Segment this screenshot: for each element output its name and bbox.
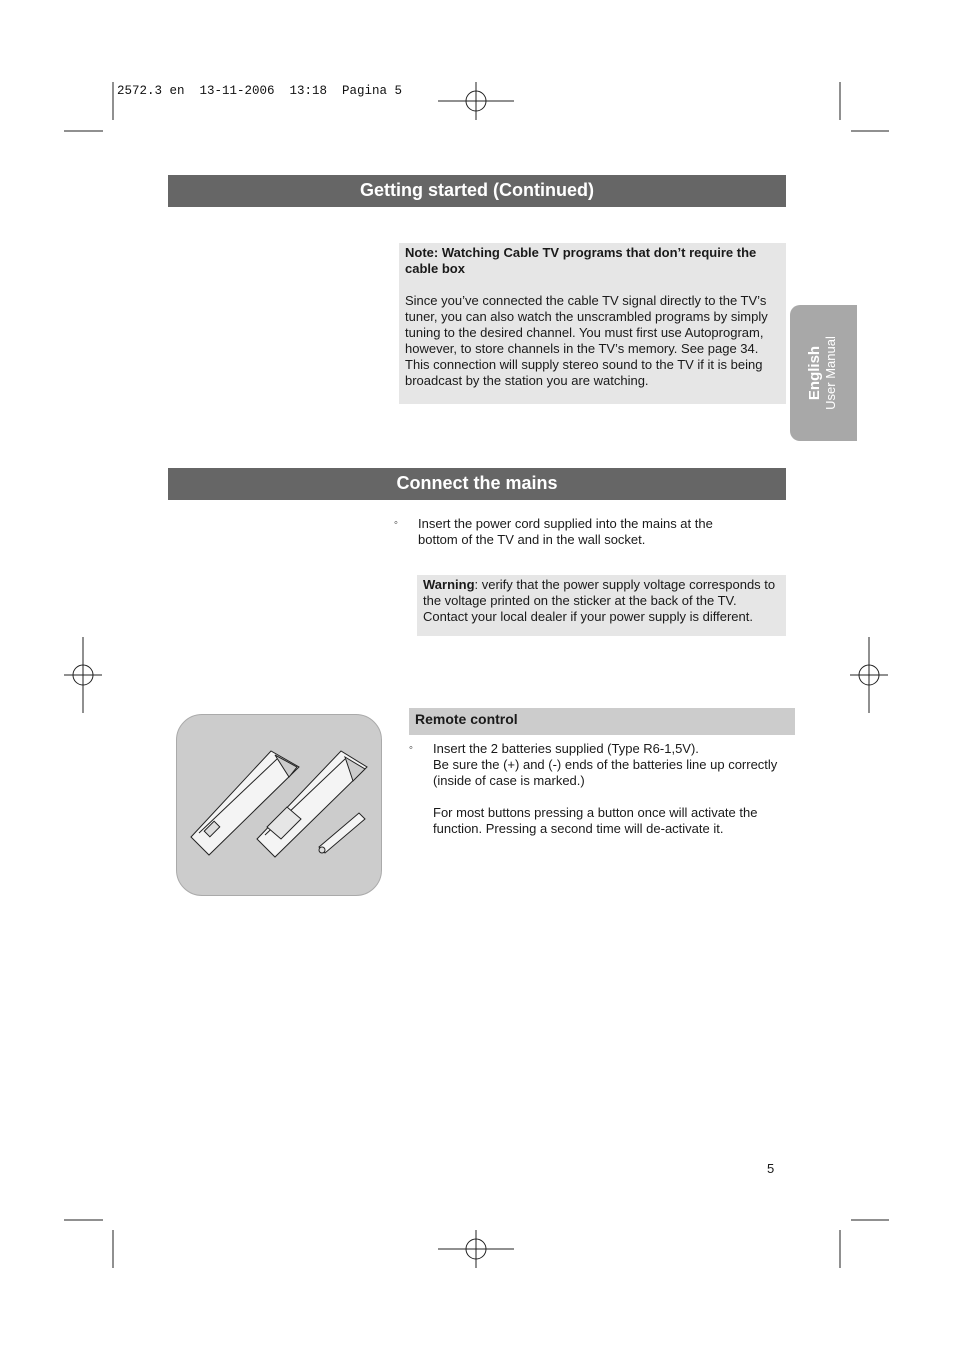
bullet-icon: ◦ — [394, 517, 398, 529]
mains-instruction: Insert the power cord supplied into the mains at the bottom of the TV and in the wall socket. — [418, 516, 713, 547]
warning-box — [417, 575, 786, 636]
page-number: 5 — [767, 1161, 775, 1176]
language-tab — [790, 305, 857, 441]
print-slug: 2572.3 en 13-11-2006 13:18 Pagina 5 — [117, 84, 403, 98]
note-title: Note: Watching Cable TV programs that don’t require the cable box — [405, 245, 757, 276]
language-label: English — [806, 345, 823, 401]
remote-instructions — [433, 741, 778, 837]
remote-line-3: For most buttons pressing a button once will activate the function. Pressing a second time will de-activate it. — [433, 805, 758, 836]
section-header-connect-mains: Connect the mains — [168, 468, 786, 500]
warning-text: : verify that the power supply voltage corresponds to the voltage printed on the sticker at the back of the TV. Contact your local dealer if your power supply is different. — [423, 577, 776, 624]
note-box — [399, 243, 786, 404]
section-header-getting-started: Getting started (Continued) — [168, 175, 786, 207]
warning-label: Warning — [423, 577, 475, 592]
manual-label: User Manual — [823, 336, 838, 410]
bullet-icon: ◦ — [409, 742, 413, 754]
subsection-header-remote-control: Remote control — [409, 708, 795, 735]
battery-illustration — [176, 714, 382, 896]
remote-battery-icon — [177, 715, 382, 896]
note-body: Since you’ve connected the cable TV signal directly to the TV’s tuner, you can also watch the unscrambled programs by simply tuning to the desired channel. You must first use Autoprogram, however, to store channels in the TV’s memory. See page 34. This connection will supply stereo sound to the TV if it is being broadcast by the station you are watching. — [405, 293, 768, 388]
remote-line-2: Be sure the (+) and (-) ends of the batteries line up correctly (inside of case is marked.) — [433, 757, 778, 788]
remote-line-1: Insert the 2 batteries supplied (Type R6-1,5V). — [433, 741, 699, 756]
